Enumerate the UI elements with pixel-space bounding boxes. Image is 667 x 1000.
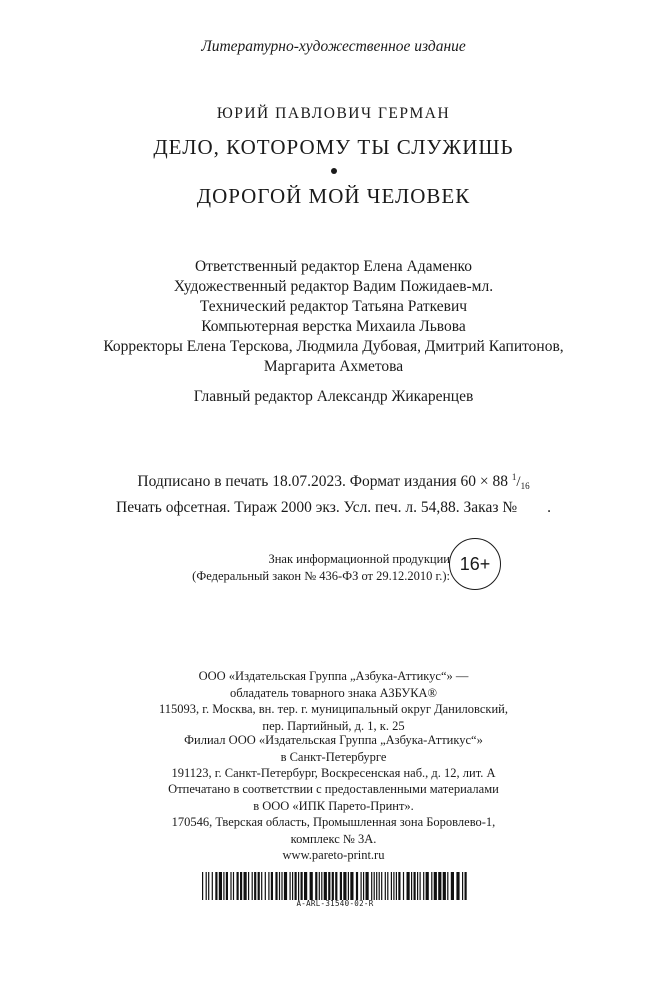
- barcode-bar: [371, 872, 372, 900]
- barcode-bar: [226, 872, 228, 900]
- barcode-bar: [451, 872, 454, 900]
- barcode-bar: [414, 872, 416, 900]
- barcode-bar: [319, 872, 320, 900]
- barcode-bar: [304, 872, 307, 900]
- barcode-bar: [261, 872, 262, 900]
- credit-line: Компьютерная верстка Михаила Львова: [201, 318, 466, 335]
- publisher-branch-block: Филиал ООО «Издательская Группа „Азбука-Аттикус“» в Санкт-Петербурге 191123, г. Санкт-Петербург, Воскресенская наб., д. 12, лит. А: [171, 733, 496, 781]
- barcode-bar: [398, 872, 400, 900]
- credit-line: Художественный редактор Вадим Пожидаев-мл.: [173, 278, 494, 295]
- barcode-bar: [426, 872, 429, 900]
- barcode-bar: [420, 872, 421, 900]
- barcode-bar: [374, 872, 375, 900]
- barcode-bar: [465, 872, 467, 900]
- barcode-bar: [284, 872, 287, 900]
- barcode-bar: [248, 872, 249, 900]
- title-separator-bullet: [0, 168, 667, 178]
- barcode-bar: [215, 872, 217, 900]
- print-info-line-1: Подписано в печать 18.07.2023. Формат издания 60 × 88 $^1$/16: [137, 472, 530, 491]
- credits-block: [0, 257, 667, 407]
- barcode-bar: [335, 872, 337, 900]
- credit-line: Технический редактор Татьяна Раткевич: [199, 298, 468, 315]
- barcode-bar: [396, 872, 397, 900]
- barcode-bar: [379, 872, 380, 900]
- age-rating-badge: 16+: [449, 538, 501, 590]
- barcode: [202, 872, 468, 900]
- barcode-bar: [366, 872, 369, 900]
- print-info: [0, 467, 667, 518]
- barcode-bar: [223, 872, 224, 900]
- barcode-bar: [254, 872, 256, 900]
- book-title-1: ДЕЛО, КОТОРОМУ ТЫ СЛУЖИШЬ: [153, 135, 514, 159]
- barcode-bar: [456, 872, 459, 900]
- barcode-bar: [321, 872, 322, 900]
- barcode-bar: [328, 872, 330, 900]
- barcode-bar: [212, 872, 213, 900]
- barcode-label: A-ARL-31540-02-R: [296, 899, 374, 908]
- barcode-bar: [411, 872, 412, 900]
- barcode-bar: [315, 872, 317, 900]
- barcode-bar: [350, 872, 353, 900]
- barcode-bar: [443, 872, 446, 900]
- chief-editor: Главный редактор Александр Жикаренцев: [193, 388, 474, 405]
- credit-line: Ответственный редактор Елена Адаменко: [194, 258, 472, 275]
- barcode-bar: [301, 872, 303, 900]
- barcode-bar: [233, 872, 234, 900]
- barcode-bar: [356, 872, 358, 900]
- credit-line: Маргарита Ахметова: [263, 358, 404, 375]
- barcode-bar: [423, 872, 424, 900]
- barcode-bar: [381, 872, 382, 900]
- barcode-bar: [376, 872, 377, 900]
- barcode-bar: [462, 872, 463, 900]
- barcode-bar: [206, 872, 207, 900]
- barcode-bar: [348, 872, 349, 900]
- barcode-bar: [281, 872, 282, 900]
- barcode-bar: [268, 872, 269, 900]
- barcode-bar: [391, 872, 392, 900]
- barcode-bar: [385, 872, 386, 900]
- barcode-bar: [417, 872, 418, 900]
- barcode-bar: [219, 872, 222, 900]
- book-title-2: ДОРОГОЙ МОЙ ЧЕЛОВЕК: [196, 184, 471, 208]
- barcode-bar: [252, 872, 253, 900]
- print-info-line-2: Печать офсетная. Тираж 2000 экз. Усл. печ. л. 54,88. Заказ № .: [116, 499, 551, 516]
- barcode-bar: [258, 872, 260, 900]
- barcode-bar: [237, 872, 239, 900]
- genre-label: Литературно-художественное издание: [201, 38, 466, 55]
- barcode-bar: [298, 872, 299, 900]
- barcode-bar: [393, 872, 394, 900]
- barcode-bar: [363, 872, 364, 900]
- barcode-bar: [403, 872, 404, 900]
- barcode-bar: [310, 872, 313, 900]
- barcode-bar: [265, 872, 266, 900]
- barcode-bar: [387, 872, 388, 900]
- barcode-bar: [324, 872, 327, 900]
- barcode-bar: [340, 872, 342, 900]
- barcode-bar: [438, 872, 441, 900]
- barcode-bar: [240, 872, 242, 900]
- barcode-bar: [290, 872, 291, 900]
- info-sign-text: Знак информационной продукции (Федеральный закон № 436-ФЗ от 29.12.2010 г.):: [192, 552, 450, 583]
- barcode-bar: [407, 872, 410, 900]
- printer-block: Отпечатано в соответствии с предоставленными материалами в ООО «ИПК Парето-Принт». 170546, Тверская область, Промышленная зона Боровлево-1, комплекс № 3А. www.pareto-print.ru: [0, 781, 667, 864]
- barcode-bar: [434, 872, 437, 900]
- barcode-bar: [343, 872, 346, 900]
- format-fraction-numerator: 1: [511, 472, 517, 482]
- barcode-bar: [279, 872, 280, 900]
- barcode-bar: [275, 872, 277, 900]
- barcode-bar: [431, 872, 432, 900]
- printer-website: www.pareto-print.ru: [282, 848, 385, 863]
- barcode-bar: [332, 872, 334, 900]
- author-name: ЮРИЙ ПАВЛОВИЧ ГЕРМАН: [216, 105, 451, 122]
- barcode-bar: [208, 872, 209, 900]
- barcode-bar: [447, 872, 448, 900]
- barcode-bar: [271, 872, 273, 900]
- barcode-bar: [361, 872, 362, 900]
- barcode-bar: [244, 872, 247, 900]
- barcode-bar: [202, 872, 203, 900]
- publisher-block: ООО «Издательская Группа „Азбука-Аттикус“» — обладатель товарного знака АЗБУКА® 115093, г. Москва, вн. тер. г. муниципальный округ Даниловский, пер. Партийный, д. 1, к. 25: [158, 669, 508, 733]
- credit-line: Корректоры Елена Терскова, Людмила Дубовая, Дмитрий Капитонов,: [103, 338, 564, 355]
- barcode-bar: [230, 872, 231, 900]
- format-fraction-denominator: 16: [520, 481, 530, 491]
- barcode-bar: [295, 872, 297, 900]
- barcode-bar: [292, 872, 293, 900]
